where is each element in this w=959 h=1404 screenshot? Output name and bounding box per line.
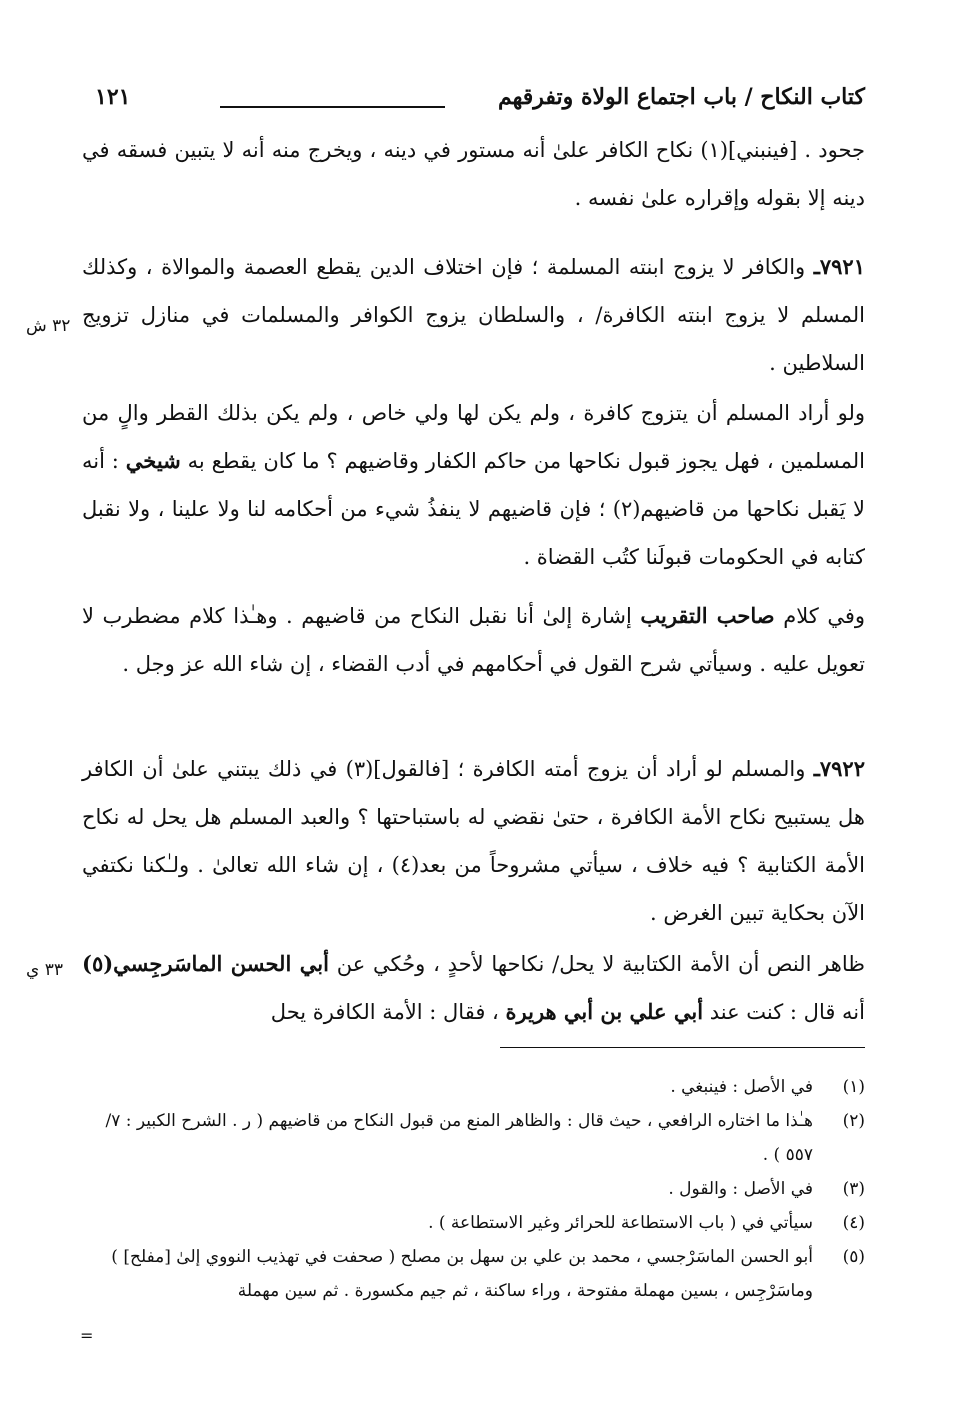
footnote-text: سيأتي في ( باب الاستطاعة للحرائر وغير الاستطاعة ) .	[428, 1213, 813, 1233]
paragraph-7921	[82, 243, 865, 387]
margin-note: ٣٣ ي	[26, 960, 63, 980]
paragraph-kafira-marriage	[82, 389, 865, 581]
paragraph-text: : أنه لا يَقبل نكاحها من قاضيهم(٢) ؛ فإن قاضيهم لا ينفذُ شيء من أحكامه لنا ولا علينا ، ولا نقبل كتابه في الحكومات قبولَنا كتُب القضاة .	[82, 449, 865, 569]
page-number: ١٢١	[95, 84, 131, 110]
paragraph-text: ظاهر النص أن الأمة الكتابية لا يحل/ نكاحها لأحدٍ ، وحُكي عن	[336, 952, 865, 976]
paragraph-masarjisi	[82, 940, 865, 1036]
paragraph-text: وفي كلام	[783, 604, 865, 628]
paragraph-text: والكافر لا يزوج ابنته المسلمة ؛ فإن اختلاف الدين يقطع العصمة والموالاة ، وكذلك المسلم لا يزوج ابنته الكافرة/ ، والسلطان يزوج الكوافر والمسلمات في منازل تزويج السلاطين .	[82, 255, 865, 375]
footnote	[82, 1104, 865, 1172]
paragraph-text: أنه قال : كنت عند	[709, 1000, 865, 1024]
footnote	[82, 1240, 865, 1308]
footnote-text: في الأصل : فينبغي .	[670, 1077, 813, 1097]
running-header	[95, 84, 865, 124]
footnote-separator	[500, 1047, 865, 1048]
paragraph-taqrib	[82, 592, 865, 688]
paragraph-text: جحود . [فينبني](١) نكاح الكافر علىٰ أنه مستور في دينه ، ويخرج منه أنه لا يتبين فسقه في دينه إلا بقوله وإقراره علىٰ نفسه .	[82, 138, 865, 210]
footnote-number: (٥)	[842, 1247, 865, 1267]
footnote	[82, 1070, 865, 1104]
footnotes	[82, 1070, 865, 1308]
footnote	[82, 1206, 865, 1240]
paragraph-text: ، فقال : الأمة الكافرة يحل	[270, 1000, 499, 1024]
header-rule	[220, 106, 445, 108]
footnote-text: في الأصل : والقول .	[668, 1179, 813, 1199]
chapter-title: كتاب النكاح / باب اجتماع الولاة وتفرقهم	[497, 84, 865, 110]
footnote-number: (١)	[842, 1077, 865, 1097]
footnote-text: هـٰذا ما اختاره الرافعي ، حيث قال : والظاهر المنع من قبول النكاح من قاضيهم ( ر . الشرح الكبير : ٧/ ٥٥٧ ) .	[105, 1111, 813, 1165]
footnote-number: (٤)	[842, 1213, 865, 1233]
paragraph-continuation	[82, 126, 865, 222]
bold-name: صاحب التقريب	[640, 603, 775, 628]
bold-name: أبي الحسن الماسَرجِسي(٥)	[82, 951, 329, 976]
issue-number: ٧٩٢١ـ	[813, 254, 865, 279]
paragraph-7922	[82, 745, 865, 937]
continuation-mark: =	[80, 1326, 94, 1345]
footnote-number: (٢)	[842, 1111, 865, 1131]
issue-number: ٧٩٢٢ـ	[813, 756, 865, 781]
paragraph-text: ولو أراد المسلم أن يتزوج كافرة ، ولم يكن لها ولي خاص ، ولم يكن بذلك القطر والٍ من المسلمين ، فهل يجوز قبول نكاحها من حاكم الكفار وقاضيهم ؟ ما كان يقطع به	[82, 401, 865, 473]
margin-note: ٣٢ ش	[26, 316, 71, 336]
paragraph-text: إشارة إلىٰ أنا نقبل النكاح من قاضيهم . وهـٰذا كلام مضطرب لا تعويل عليه . وسيأتي شرح القول في أحكامهم في أدب القضاء ، إن شاء الله عز وجل .	[82, 604, 865, 676]
footnote-text: أبو الحسن الماسَرْجسي ، محمد بن علي بن سهل بن مصلح ( صحفت في تهذيب النووي إلىٰ [مفلح] ) وماسَرْجِس ، بسين مهملة مفتوحة ، وراء ساكنة ، ثم جيم مكسورة . ثم سين مهملة	[111, 1247, 813, 1301]
paragraph-text: والمسلم لو أراد أن يزوج أمته الكافرة ؛ [فالقول](٣) في ذلك يبتني علىٰ أن الكافر هل يستبيح نكاح الأمة الكافرة ، حتىٰ نقضي له باستباحتها ؟ والعبد المسلم هل يحل له نكاح الأمة الكتابية ؟ فيه خلاف ، سيأتي مشروحاً من بعد(٤) ، إن شاء الله تعالىٰ . ولـٰكنا نكتفي الآن بحكاية تبين الغرض .	[82, 757, 866, 925]
bold-name: شيخي	[125, 448, 181, 473]
footnote-number: (٣)	[842, 1179, 865, 1199]
bold-name: أبي علي بن أبي هريرة	[505, 999, 704, 1024]
footnote	[82, 1172, 865, 1206]
